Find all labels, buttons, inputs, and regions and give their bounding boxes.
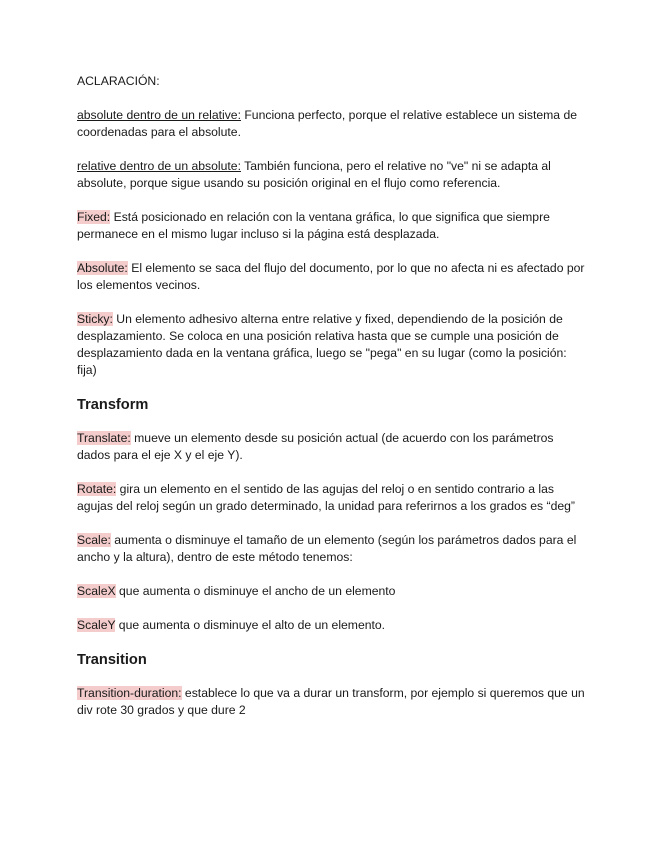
paragraph-relative-in-absolute <box>77 158 587 192</box>
heading-transform: Transform <box>77 397 149 413</box>
text-translate: mueve un elemento desde su posición actual (de acuerdo con los parámetros dados para el eje X y el eje Y). <box>77 431 554 462</box>
text-scaley: que aumenta o disminuye el alto de un elemento. <box>115 618 386 632</box>
paragraph-transition-duration <box>77 685 587 719</box>
term-relative-in-absolute: relative dentro de un absolute: <box>77 159 241 173</box>
term-scalex: ScaleX <box>77 584 116 598</box>
paragraph-scaley <box>77 617 587 634</box>
term-scaley: ScaleY <box>77 618 116 632</box>
text-transition-duration: establece lo que va a durar un transform, por ejemplo si queremos que un div rote 30 grados y que dure 2 <box>77 686 585 717</box>
text-scalex: que aumenta o disminuye el ancho de un elemento <box>115 584 396 598</box>
text-rotate: gira un elemento en el sentido de las agujas del reloj o en sentido contrario a las agujas del reloj según un grado determinado, la unidad para referirnos a los grados es “deg” <box>77 482 575 513</box>
term-fixed: Fixed: <box>77 210 111 224</box>
paragraph-scale <box>77 532 587 566</box>
paragraph-sticky <box>77 311 587 379</box>
text-scale: aumenta o disminuye el tamaño de un elemento (según los parámetros dados para el ancho y la altura), dentro de este método tenemos: <box>77 533 577 564</box>
text-sticky: Un elemento adhesivo alterna entre relative y fixed, dependiendo de la posición de desplazamiento. Se coloca en una posición relativa hasta que se cumple una posición de desplazamiento dada en la ventana gráfica, luego se "pega" en su lugar (como la posición: fija) <box>77 312 567 377</box>
paragraph-translate <box>77 430 587 464</box>
text-absolute: El elemento se saca del flujo del documento, por lo que no afecta ni es afectado por los elementos vecinos. <box>77 261 585 292</box>
heading-transition: Transition <box>77 652 147 668</box>
paragraph-fixed <box>77 209 587 243</box>
intro-title: ACLARACIÓN: <box>77 74 160 88</box>
term-absolute-in-relative: absolute dentro de un relative: <box>77 108 241 122</box>
text-relative-in-absolute: También funciona, pero el relative no "ve" ni se adapta al absolute, porque sigue usando su posición original en el flujo como referencia. <box>77 159 551 190</box>
paragraph-scalex <box>77 583 587 600</box>
term-rotate: Rotate: <box>77 482 117 496</box>
term-transition-duration: Transition-duration: <box>77 686 182 700</box>
term-absolute: Absolute: <box>77 261 128 275</box>
term-translate: Translate: <box>77 431 131 445</box>
paragraph-rotate <box>77 481 587 515</box>
term-sticky: Sticky: <box>77 312 113 326</box>
text-absolute-in-relative: Funciona perfecto, porque el relative establece un sistema de coordenadas para el absolute. <box>77 108 577 139</box>
paragraph-absolute <box>77 260 587 294</box>
document-page <box>77 73 587 736</box>
text-fixed: Está posicionado en relación con la ventana gráfica, lo que significa que siempre permanece en el mismo lugar incluso si la página está desplazada. <box>77 210 550 241</box>
paragraph-absolute-in-relative <box>77 107 587 141</box>
term-scale: Scale: <box>77 533 111 547</box>
